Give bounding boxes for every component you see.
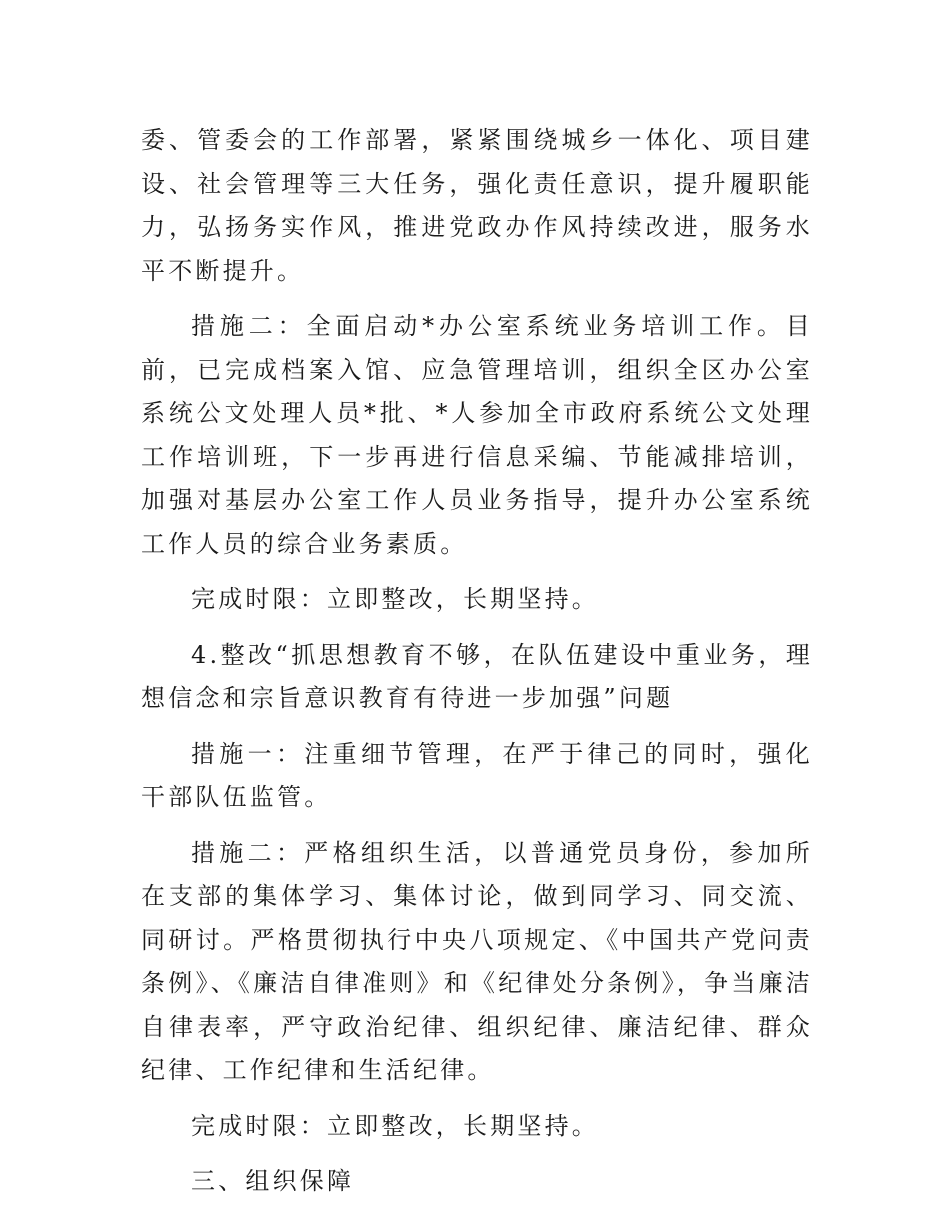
paragraph-3: 完成时限：立即整改，长期坚持。 xyxy=(191,585,599,613)
paragraph-4: 4.整改“抓思想教育不够，在队伍建设中重业务，理想信念和宗旨意识教育有待进一步加强”问题 xyxy=(141,640,813,712)
paragraph-1: 委、管委会的工作部署，紧紧围绕城乡一体化、项目建设、社会管理等三大任务，强化责任意识，提升履职能力，弘扬务实作风，推进党政办作风持续改进，服务水平不断提升。 xyxy=(141,126,813,285)
paragraph-2: 措施二：全面启动*办公室系统业务培训工作。目前，已完成档案入馆、应急管理培训，组织全区办公室系统公文处理人员*批、*人参加全市政府系统公文处理工作培训班，下一步再进行信息采编、节能减排培训，加强对基层办公室工作人员业务指导，提升办公室系统工作人员的综合业务素质。 xyxy=(141,312,813,558)
paragraph-5: 措施一：注重细节管理，在严于律己的同时，强化干部队伍监管。 xyxy=(141,739,813,811)
section-heading: 三、组织保障 xyxy=(191,1167,355,1195)
document-body xyxy=(141,119,813,1216)
paragraph-6: 措施二：严格组织生活，以普通党员身份，参加所在支部的集体学习、集体讨论，做到同学习、同交流、同研讨。严格贯彻执行中央八项规定、《中国共产党问责条例》、《廉洁自律准则》和《纪律处分条例》，争当廉洁自律表率，严守政治纪律、组织纪律、廉洁纪律、群众纪律、工作纪律和生活纪律。 xyxy=(141,838,813,1084)
paragraph-7: 完成时限：立即整改，长期坚持。 xyxy=(191,1111,599,1140)
